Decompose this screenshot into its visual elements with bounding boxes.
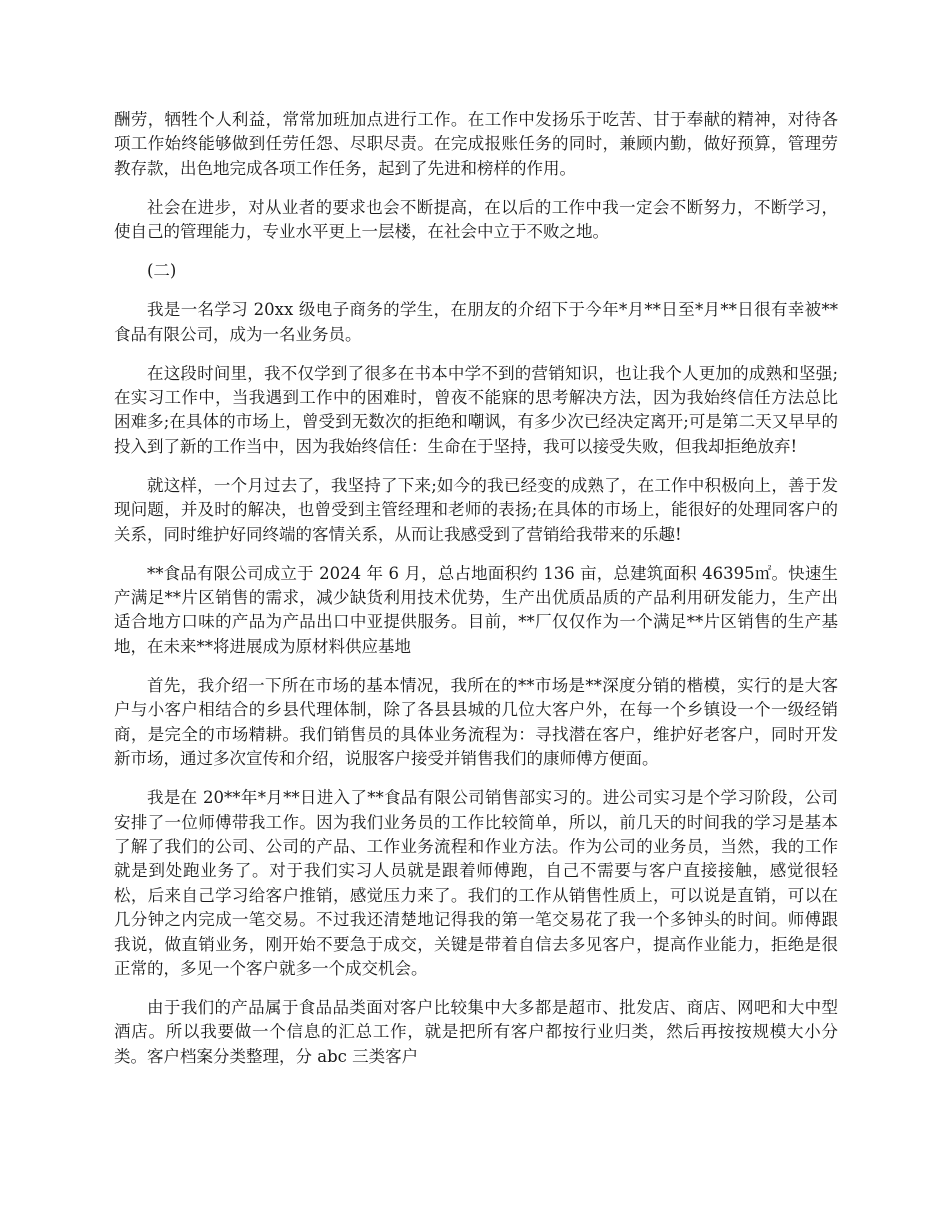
section-heading-two: (二) — [147, 261, 177, 281]
paragraph-market-overview: 首先，我介绍一下所在市场的基本情况，我所在的**市场是**深度分销的楷模，实行的是大客户与小客户相结合的乡县代理体制，除了各县县城的几位大客户外，在每一个乡镇设一个一级经销商，是完全的市场精耕。我们销售员的具体业务流程为：寻找潜在客户，维护好老客户，同时开发新市场，通过多次宣传和介绍，说服客户接受并销售我们的康师傅方便面。 — [114, 675, 838, 769]
paragraph-customer-classification: 由于我们的产品属于食品品类面对客户比较集中大多都是超市、批发店、商店、网吧和大中型酒店。所以我要做一个信息的汇总工作，就是把所有客户都按行业归类，然后再按按规模大小分类。客户档案分类整理，分 abc 三类客户 — [114, 997, 838, 1066]
paragraph-perseverance: 就这样，一个月过去了，我坚持了下来;如今的我已经变的成熟了，在工作中积极向上，善于发现问题，并及时的解决，也曾受到主管经理和老师的表扬;在具体的市场上，能很好的处理同客户的关系，同时维护好同终端的客情关系，从而让我感受到了营销给我带来的乐趣! — [114, 475, 838, 544]
document-body — [114, 108, 838, 1084]
paragraph-company-profile: **食品有限公司成立于 2024 年 6 月，总占地面积约 136 亩，总建筑面积 46395㎡。快速生产满足**片区销售的需求，减少缺货利用技术优势，生产出优质品质的产品利用研发能力，生产出适合地方口味的产品为产品出口中亚提供服务。目前，**厂仅仅作为一个满足**片区销售的生产基地，在未来**将进展成为原材料供应基地 — [114, 563, 838, 656]
paragraph-intro: 我是一名学习 20xx 级电子商务的学生，在朋友的介绍下于今年*月**日至*月**日很有幸被**食品有限公司，成为一名业务员。 — [114, 300, 838, 344]
paragraph-growth: 在这段时间里，我不仅学到了很多在书本中学不到的营销知识，也让我个人更加的成熟和坚强;在实习工作中，当我遇到工作中的困难时，曾夜不能寐的思考解决方法，因为我始终信任方法总比困难多;在具体的市场上，曾受到无数次的拒绝和嘲讽，有多少次已经决定离开;可是第二天又早早的投入到了新的工作当中，因为我始终信任：生命在于坚持，我可以接受失败，但我却拒绝放弃! — [114, 363, 838, 456]
paragraph-continuation: 酬劳，牺牲个人利益，常常加班加点进行工作。在工作中发扬乐于吃苦、甘于奉献的精神，对待各项工作始终能够做到任劳任怨、尽职尽责。在完成报账任务的同时，兼顾内勤，做好预算，管理劳教存款，出色地完成各项工作任务，起到了先进和榜样的作用。 — [114, 110, 838, 178]
paragraph-internship-start: 我是在 20**年*月**日进入了**食品有限公司销售部实习的。进公司实习是个学习阶段，公司安排了一位师傅带我工作。因为我们业务员的工作比较简单，所以，前几天的时间我的学习是基本了解了我们的公司、公司的产品、工作业务流程和作业方法。作为公司的业务员，当然，我的工作就是到处跑业务了。对于我们实习人员就是跟着师傅跑，自己不需要与客户直接接触，感觉很轻松，后来自己学习给客户推销，感觉压力来了。我们的工作从销售性质上，可以说是直销，可以在几分钟之内完成一笔交易。不过我还清楚地记得我的第一笔交易花了我一个多钟头的时间。师傅跟我说，做直销业务，刚开始不要急于成交，关键是带着自信去多见客户，提高作业能力，拒绝是很正常的，多见一个客户就多一个成交机会。 — [114, 788, 838, 978]
paragraph-closing: 社会在进步，对从业者的要求也会不断提高，在以后的工作中我一定会不断努力，不断学习，使自己的管理能力，专业水平更上一层楼，在社会中立于不败之地。 — [114, 197, 838, 242]
